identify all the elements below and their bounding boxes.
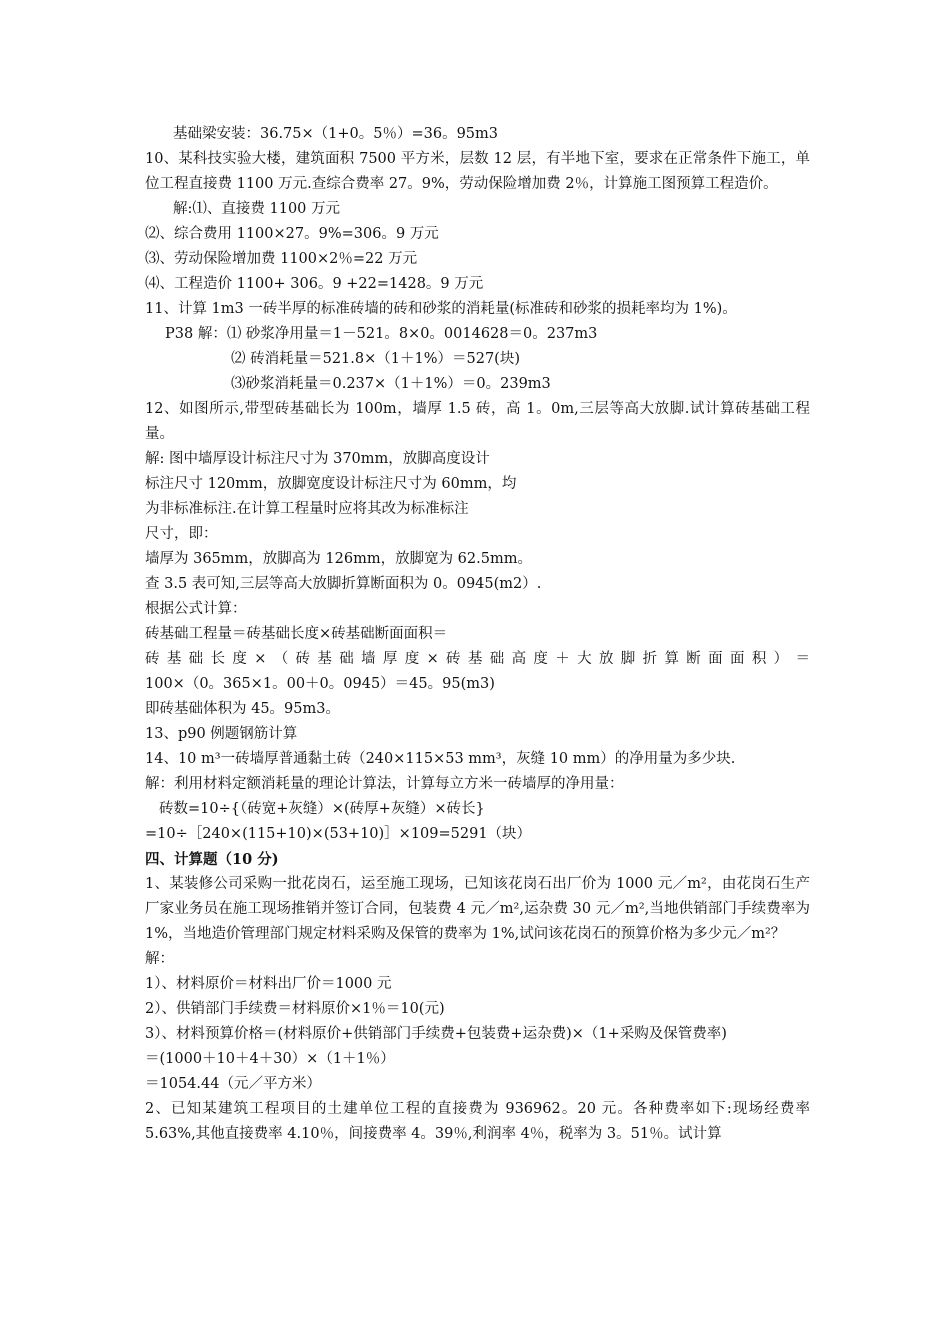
question-12: 12、如图所示,带型砖基础长为 100m，墙厚 1.5 砖，高 1。0m,三层等高大放脚.试计算砖基础工程量。 bbox=[145, 401, 810, 442]
text-line: P38 解：⑴ 砂浆净用量＝1－521。8×0。0014628＝0。237m3 bbox=[165, 326, 598, 342]
text-line: 100×（0。365×1。00＋0。0945）＝45。95(m3) bbox=[145, 676, 495, 692]
text-line: 解: 图中墙厚设计标注尺寸为 370mm，放脚高度设计 bbox=[145, 451, 490, 467]
text-line: 标注尺寸 120mm，放脚宽度设计标注尺寸为 60mm，均 bbox=[145, 476, 517, 492]
text-line: ⑷、工程造价 1100+ 306。9 +22=1428。9 万元 bbox=[145, 276, 484, 292]
text-line: ⑵ 砖消耗量＝521.8×（1＋1%）＝527(块) bbox=[231, 351, 520, 367]
document-page bbox=[145, 122, 810, 1147]
text-line: 墙厚为 365mm，放脚高为 126mm，放脚宽为 62.5mm。 bbox=[145, 551, 532, 567]
formula-line: 砖基础长度×（砖基础墙厚度×砖基础高度＋大放脚折算断面面积）＝ bbox=[145, 651, 810, 667]
text-line: 解:⑴、直接费 1100 万元 bbox=[173, 201, 341, 217]
calc-question-2: 2、已知某建筑工程项目的土建单位工程的直接费为 936962。20 元。各种费率如下:现场经费率 5.63%,其他直接费率 4.10％，间接费率 4。39％,利润率 4％，税率为 3。51％。试计算 bbox=[145, 1101, 810, 1142]
text-line: ＝1054.44（元／平方米） bbox=[145, 1076, 321, 1092]
section-heading: 四、计算题（10 分) bbox=[145, 851, 279, 868]
text-line: ⑵、综合费用 1100×27。9%=306。9 万元 bbox=[145, 226, 439, 242]
text-line: 尺寸，即： bbox=[145, 526, 218, 542]
question-14: 14、10 m³一砖墙厚普通黏土砖（240×115×53 mm³，灰缝 10 mm）的净用量为多少块. bbox=[145, 751, 736, 767]
text-line: 砖数=10÷{（砖宽+灰缝）×(砖厚+灰缝）×砖长} bbox=[159, 801, 485, 817]
text-line: 3）、材料预算价格＝(材料原价+供销部门手续费+包装费+运杂费)×（1+采购及保管费率) bbox=[145, 1026, 727, 1042]
text-line: 解： bbox=[145, 951, 174, 967]
calc-question-1: 1、某装修公司采购一批花岗石，运至施工现场，已知该花岗石出厂价为 1000 元／m²，由花岗石生产厂家业务员在施工现场推销并签订合同，包装费 4 元／m²,运杂费 30 元／m²,当地供销部门手续费率为 1%，当地造价管理部门规定材料采购及保管的费率为 1%,试问该花岗石的预算价格为多少元／m²？ bbox=[145, 876, 810, 942]
text-line: ⑶砂浆消耗量＝0.237×（1＋1%）＝0。239m3 bbox=[231, 376, 551, 392]
text-line: 查 3.5 表可知,三层等高大放脚折算断面积为 0。0945(m2）. bbox=[145, 576, 542, 592]
text-line: =10÷［240×(115+10)×(53+10)］×109=5291（块） bbox=[145, 826, 532, 842]
text-line: 1）、材料原价＝材料出厂价＝1000 元 bbox=[145, 976, 392, 992]
text-line: ⑶、劳动保险增加费 1100×2％=22 万元 bbox=[145, 251, 418, 267]
text-line: ＝(1000＋10＋4＋30）×（1＋1％） bbox=[145, 1051, 395, 1067]
text-line: 基础梁安装：36.75×（1+0。5％）=36。95m3 bbox=[173, 126, 499, 142]
question-13: 13、p90 例题钢筋计算 bbox=[145, 726, 298, 742]
text-line: 为非标准标注.在计算工程量时应将其改为标准标注 bbox=[145, 501, 469, 517]
text-line: 根据公式计算： bbox=[145, 601, 247, 617]
text-line: 砖基础工程量＝砖基础长度×砖基础断面面积＝ bbox=[145, 626, 448, 642]
question-10: 10、某科技实验大楼，建筑面积 7500 平方米，层数 12 层，有半地下室，要求在正常条件下施工，单位工程直接费 1100 万元.查综合费率 27。9%，劳动保险增加费 2％，计算施工图预算工程造价。 bbox=[145, 151, 810, 192]
text-line: 2）、供销部门手续费＝材料原价×1％＝10(元) bbox=[145, 1001, 445, 1017]
question-11: 11、计算 1m3 一砖半厚的标准砖墙的砖和砂浆的消耗量(标准砖和砂浆的损耗率均为 1%)。 bbox=[145, 301, 737, 317]
text-line: 解：利用材料定额消耗量的理论计算法，计算每立方米一砖墙厚的净用量： bbox=[145, 776, 624, 792]
text-line: 即砖基础体积为 45。95m3。 bbox=[145, 701, 340, 717]
